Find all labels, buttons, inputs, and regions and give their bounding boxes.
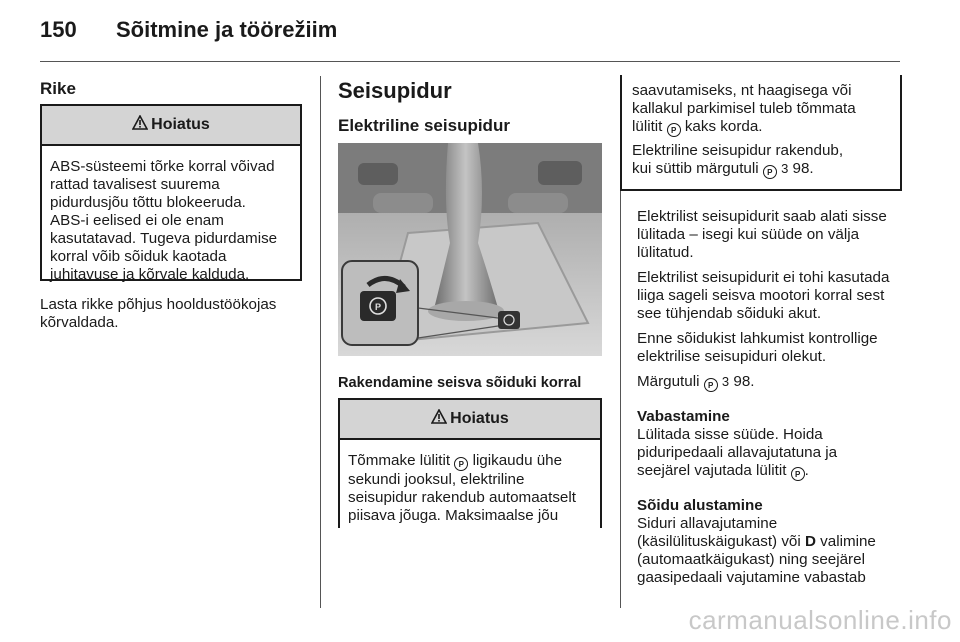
warning-box-abs	[40, 104, 302, 281]
warning-line: rattad tavalisest suurema	[50, 176, 220, 193]
warning-header	[42, 106, 300, 146]
photo-caption: Rakendamine seisva sõiduki korral	[338, 375, 582, 391]
warning-line: ABS-süsteemi tõrke korral võivad	[50, 158, 275, 175]
paragraph: Elektrilist seisupidurit ei tohi kasutada liiga sageli seisva mootori korral sest see tühjendab sõiduki akut.	[637, 269, 890, 322]
text-line: Lasta rikke põhjus hooldustöökojas	[40, 296, 277, 313]
paragraph-rike	[40, 296, 310, 332]
warning-text	[340, 440, 600, 525]
box-paragraph: Elektriline seisupidur rakendub, kui süttib märgutuli P 3 98.	[632, 142, 844, 177]
warning-triangle-icon	[431, 409, 447, 429]
warning-line: seisupidur rakendub automaatselt	[348, 489, 576, 506]
paragraph: Märgutuli P 3 98.	[637, 373, 755, 390]
start-heading: Sõidu alustamine	[637, 497, 763, 514]
page-number: 150	[40, 17, 77, 42]
warning-box-seisupidur	[338, 398, 602, 528]
release-heading: Vabastamine	[637, 408, 730, 425]
warning-line: pidurdusjõu tõttu blokeeruda.	[50, 194, 246, 211]
section-heading-seisupidur: Seisupidur	[338, 78, 452, 103]
parking-brake-photo	[338, 143, 602, 356]
warning-title: Hoiatus	[450, 410, 509, 427]
parking-brake-symbol-icon: P	[667, 123, 681, 137]
parking-brake-symbol-icon: P	[791, 467, 805, 481]
warning-line: korral võib sõiduk kaotada	[50, 248, 227, 265]
page-ref-icon: 3	[721, 374, 730, 389]
watermark: carmanualsonline.info	[688, 605, 952, 635]
warning-header	[340, 400, 600, 440]
warning-line: sekundi jooksul, elektriline	[348, 471, 525, 488]
parking-brake-symbol-icon: P	[454, 457, 468, 471]
page-title: Sõitmine ja töörežiim	[116, 17, 338, 42]
right-column-text	[637, 208, 905, 594]
paragraph: Enne sõidukist lahkumist kontrollige elektrilise seisupiduri olekut.	[637, 330, 878, 365]
parking-brake-symbol-icon: P	[704, 378, 718, 392]
warning-line: juhitavuse ja kõrvale kalduda.	[50, 266, 250, 283]
warning-triangle-icon	[132, 115, 148, 135]
warning-title: Hoiatus	[151, 116, 210, 133]
warning-line: ABS-i eelised ei ole enam	[50, 212, 224, 229]
subheading-elektriline: Elektriline seisupidur	[338, 116, 510, 135]
header-rule	[40, 61, 900, 62]
text-line: kõrvaldada.	[40, 314, 119, 331]
box-paragraph: saavutamiseks, nt haagisega või kallakul parkimisel tuleb tõmmata lülitit P kaks korda.	[632, 82, 856, 135]
warning-line: piisava jõuga. Maksimaalse jõu	[348, 507, 559, 524]
warning-text	[42, 146, 300, 284]
svg-text:P: P	[374, 302, 382, 312]
page-ref-icon: 3	[781, 161, 789, 176]
warning-box-continued	[620, 75, 902, 191]
parking-brake-symbol-icon: P	[763, 165, 777, 179]
warning-line: Tõmmake lülitit P ligikaudu ühe	[348, 452, 563, 469]
paragraph: Elektrilist seisupidurit saab alati sisse lülitada – isegi kui süüde on välja lülitatud.	[637, 208, 887, 261]
start-section: Sõidu alustamine Siduri allavajutamine (käsilülituskäigukast) või D valimine (automaatkäigukast) ning seejärel gaasipedaali vajutamine vabastab	[637, 497, 876, 586]
section-heading-rike: Rike	[40, 79, 76, 98]
warning-line: kasutatavad. Tugeva pidurdamise	[50, 230, 278, 247]
column-divider-1	[320, 76, 321, 608]
release-section: Vabastamine Lülitada sisse süüde. Hoida piduripedaali allavajutatuna ja seejärel vajutada lülitit P .	[637, 408, 838, 479]
